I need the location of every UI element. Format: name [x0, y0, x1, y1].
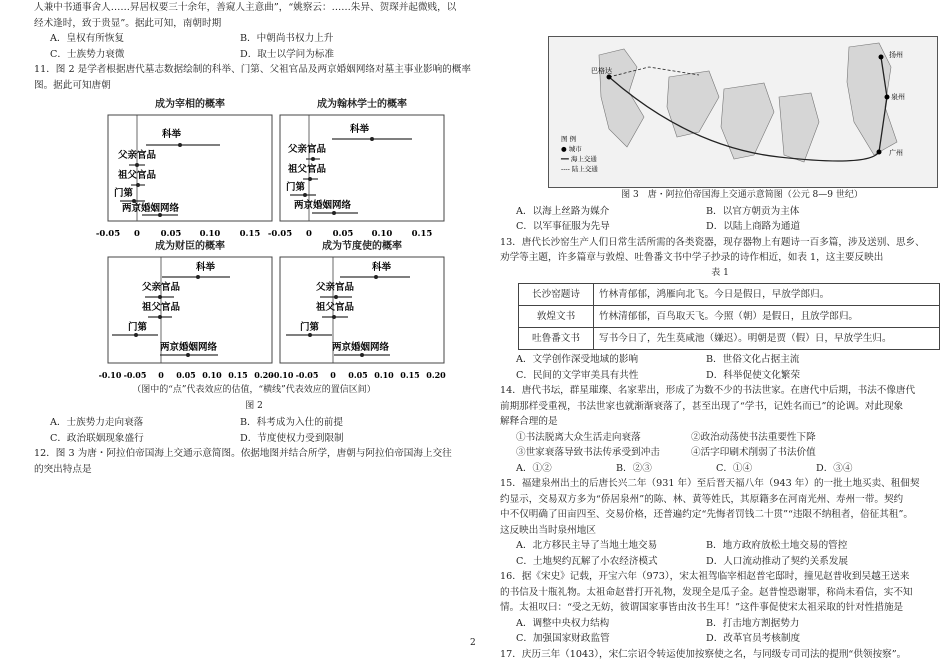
label-keju: 科举	[162, 129, 182, 140]
q16-stem-line-2: 的书信及十瓶礼物。太祖命赵普打开礼物，发现全是瓜子金。赵普惶恐谢罪，称尚未看信，实不知	[500, 586, 913, 598]
x-tick: 0.05	[160, 229, 182, 239]
chart-military-governor	[272, 239, 452, 389]
q12-option-a: A．以海上丝路为媒介	[516, 205, 610, 217]
label-father-rank: 父亲官品	[118, 150, 157, 161]
q14-option-c: C．①④	[716, 462, 753, 474]
x-tick: -0.05	[267, 229, 293, 239]
x-tick: 0.10	[199, 229, 221, 239]
table-cell-poem: 竹林青郁郁，鸿雁向北飞。今日是假日，早放学郎归。	[594, 284, 940, 306]
map-label-baghdad: 巴格达	[591, 67, 612, 75]
label-keju: 科举	[372, 262, 392, 273]
map-label-quanzhou: 泉州	[891, 93, 905, 101]
q11-option-c: C．政治联姻现象盛行	[50, 432, 144, 444]
q10-stem-line-2: 经术逢时，致于贵显”。据此可知，南朝时期	[34, 17, 222, 29]
q14-item-4: ④活字印刷术削弱了书法价值	[691, 447, 816, 458]
q10-options-row-1	[34, 31, 474, 47]
q16-stem-line-3: 情。太祖叹曰：“受之无妨，彼谓国家事皆由汝书生耳！”这件事促使宋太祖采取的针对性措施是	[500, 602, 904, 613]
label-lineage: 门第	[114, 188, 134, 199]
chart-title: 成为财臣的概率	[155, 241, 225, 252]
x-tick: 0.05	[176, 370, 196, 380]
q13-stem-line-2: 劝学等主题，许多篇章与敦煌、吐鲁番文书中学子抄录的诗作相近，如表 1，这主要反映出	[500, 252, 884, 263]
q15-option-b: B．地方政府放松土地交易的管控	[706, 540, 848, 551]
map-legend-title: 图 例	[561, 135, 577, 143]
figure-2-charts	[34, 97, 474, 415]
label-keju: 科举	[196, 262, 216, 273]
x-tick: 0	[330, 370, 336, 380]
q13-options-row-2	[500, 368, 940, 384]
label-keju: 科举	[350, 124, 370, 135]
q15-option-a: A．北方移民主导了当地土地交易	[516, 540, 658, 551]
x-tick: 0	[306, 229, 312, 239]
label-lineage: 门第	[286, 182, 306, 193]
q14-stem-line-3: 解释合理的是	[500, 416, 558, 427]
q14-option-a: A．①②	[516, 462, 552, 474]
q15-stem-line-2: 约显示，交易双方多为“侨居泉州”的陈、林、黄等姓氏，其原籍多在河南光州、寿州一带。契约	[500, 493, 904, 505]
label-father-rank: 父亲官品	[142, 282, 181, 293]
chart-title: 成为宰相的概率	[155, 99, 225, 110]
left-column	[34, 0, 474, 477]
chart-title: 成为翰林学士的概率	[317, 99, 407, 110]
chart-plot	[267, 113, 452, 241]
q13-option-a: A．文学创作深受地域的影响	[516, 354, 639, 365]
q12-stem-line-2: 的突出特点是	[34, 463, 92, 475]
label-father-rank: 父亲官品	[288, 144, 327, 155]
q16-options-row-1	[500, 616, 940, 632]
x-tick: 0.15	[239, 229, 261, 239]
label-grandfather-rank: 祖父官品	[118, 170, 157, 181]
table-cell-poem: 写书今日了，先生莫咸池（嫌迟）。明朝是贾（假）日，早放学生归。	[594, 328, 940, 350]
x-tick: 0	[158, 370, 164, 380]
x-tick: 0.20	[254, 370, 274, 380]
label-father-rank: 父亲官品	[316, 282, 355, 293]
table-row	[519, 284, 940, 306]
label-marriage-network: 两京婚姻网络	[122, 203, 180, 214]
table-cell-poem: 竹林清郁郁，百鸟取天飞。今照（朝）是假日，且放学郎归。	[594, 306, 940, 328]
x-tick: 0.20	[426, 370, 446, 380]
chart-plot	[100, 255, 280, 383]
x-tick: 0.05	[332, 229, 354, 239]
q10-option-a: A．皇权有所恢复	[50, 33, 125, 44]
label-marriage-network: 两京婚姻网络	[160, 342, 218, 353]
q11-option-b: B．科考成为入仕的前提	[240, 417, 343, 428]
q13-option-b: B．世俗文化占据主流	[706, 354, 800, 365]
label-lineage: 门第	[128, 322, 148, 333]
x-tick: 0.15	[228, 370, 248, 380]
x-tick: 0.10	[374, 370, 394, 380]
q11-stem-line-1: 11．图 2 是学者根据唐代墓志数据绘制的科举、门第、父祖官品及两京婚姻网络对墓主事业影响的概率	[34, 64, 471, 75]
q11-options-row-1	[34, 415, 474, 431]
figure-2-caption: 图 2	[245, 401, 263, 411]
table-cell-source: 敦煌文书	[519, 306, 594, 328]
x-tick: -0.10	[270, 370, 294, 380]
q12-option-b: B．以官方朝贡为主体	[706, 205, 800, 217]
figure-3-caption: 图 3 唐・阿拉伯帝国海上交通示意简图（公元 8—9 世纪）	[621, 190, 863, 200]
q14-options-row	[500, 461, 940, 477]
q13-option-d: D．科举促使文化繁荣	[706, 369, 801, 381]
q14-item-2: ②政治动荡使书法重要性下降	[691, 431, 816, 443]
x-tick: -0.05	[295, 370, 319, 380]
q12-stem-line-1: 12．图 3 为唐・阿拉伯帝国海上交通示意简图。依据地图并结合所学，唐朝与阿拉伯帝国海上交往	[34, 448, 452, 459]
table-1-caption: 表 1	[711, 267, 729, 278]
chart-finance-official	[100, 239, 280, 389]
x-tick: 0.10	[202, 370, 222, 380]
map-label-guangzhou: 广州	[889, 149, 903, 157]
q10-stem-line-1: 人兼中书通事舍人……昇居权要三十余年，善窥人主意曲”，“姚察云：……朱异、贺琛并起微贱，以	[34, 2, 457, 13]
label-lineage: 门第	[300, 322, 320, 333]
q10-option-b: B．中朝尚书权力上升	[240, 33, 334, 44]
q14-stem-line-2: 前期那样受重视，书法世家也就渐渐衰落了，甚至出现了“学书，记姓名而已”的论调。对此现象	[500, 400, 904, 412]
q15-option-c: C．土地契约瓦解了小农经济模式	[516, 555, 658, 567]
q16-option-c: C．加强国家财政监管	[516, 633, 610, 644]
q10-option-d: D．取士以学问为标准	[240, 48, 335, 60]
chart-note: （图中的“点”代表效应的估值，“横线”代表效应的置信区间）	[132, 385, 376, 395]
page-number: 2	[470, 638, 476, 648]
map-label-yangzhou: 扬州	[889, 51, 903, 59]
label-grandfather-rank: 祖父官品	[288, 164, 327, 175]
table-cell-source: 吐鲁番文书	[519, 328, 594, 350]
q14-items-row-2	[500, 445, 940, 461]
q13-stem-line-1: 13．唐代长沙窑生产人们日常生活所需的各类瓷器，现存器物上有题诗一百多篇，涉及送别、思乡、	[500, 236, 925, 248]
q13-options-row-1	[500, 352, 940, 368]
chart-hanlin-scholar	[267, 97, 452, 247]
chart-plot	[272, 255, 452, 383]
x-tick: 0.10	[371, 229, 393, 239]
figure-3-map	[548, 36, 938, 188]
label-marriage-network: 两京婚姻网络	[294, 200, 352, 211]
table-cell-source: 长沙窑题诗	[519, 284, 594, 306]
x-tick: 0.05	[348, 370, 368, 380]
q11-options-row-2	[34, 431, 474, 447]
x-tick: 0.15	[411, 229, 433, 239]
chart-plot	[95, 113, 280, 241]
chart-prime-minister	[95, 97, 280, 247]
q12-options-row-2	[500, 219, 940, 235]
q10-options-row-2	[34, 47, 474, 63]
q14-item-1: ①书法脱离大众生活走向衰落	[516, 431, 641, 443]
q11-option-d: D．节度使权力受到限制	[240, 432, 344, 444]
label-marriage-network: 两京婚姻网络	[332, 342, 390, 353]
label-grandfather-rank: 祖父官品	[142, 302, 181, 313]
q15-options-row-2	[500, 554, 940, 570]
map-legend-city: ● 城市	[561, 145, 582, 153]
q17-stem-line-1: 17．庆历三年（1043），宋仁宗诏令转运使加按察使之名，与同级专司司法的提刑“供领按察”。	[500, 648, 907, 660]
q15-stem-line-3: 中不仅明确了田亩四至、交易价格，还普遍约定“先悔者罚钱二十贯”“违限不纳租者，倍征其租”。	[500, 509, 913, 520]
q11-option-a: A．士族势力走向衰落	[50, 417, 144, 428]
q14-option-b: B．②③	[616, 462, 652, 474]
q15-stem-line-4: 这反映出当时泉州地区	[500, 524, 596, 536]
q10-option-c: C．士族势力衰微	[50, 48, 125, 60]
map-legend-sea-route: ━━ 海上交通	[561, 155, 597, 163]
q12-option-c: C．以军事征服为先导	[516, 221, 610, 232]
table-1	[518, 283, 940, 350]
q16-option-b: B．打击地方割据势力	[706, 617, 800, 629]
q16-options-row-2	[500, 631, 940, 647]
q12-options-row-1	[500, 204, 940, 220]
x-tick: -0.05	[95, 229, 121, 239]
x-tick: 0	[134, 229, 140, 239]
q16-option-a: A．调整中央权力结构	[516, 617, 610, 629]
x-tick: -0.05	[123, 370, 147, 380]
table-row	[519, 306, 940, 328]
q14-items-row-1	[500, 430, 940, 446]
x-tick: 0.15	[400, 370, 420, 380]
right-column	[500, 0, 940, 662]
table-row	[519, 328, 940, 350]
map-legend-land-route: ---- 陆上交通	[561, 165, 598, 173]
q16-stem-line-1: 16．据《宋史》记载，开宝六年（973），宋太祖驾临宰相赵普宅邸时，撞见赵普收到吴越王送来	[500, 571, 910, 582]
q14-stem-line-1: 14．唐代书坛，群星璀璨、名家辈出，形成了为数不少的书法世家。在唐代中后期，书法不像唐代	[500, 385, 916, 396]
chart-title: 成为节度使的概率	[322, 241, 402, 252]
label-grandfather-rank: 祖父官品	[316, 302, 355, 313]
x-tick: -0.10	[98, 370, 122, 380]
q16-option-d: D．改革官员考核制度	[706, 633, 801, 644]
q13-option-c: C．民间的文学审美具有共性	[516, 369, 639, 381]
q14-option-d: D．③④	[816, 462, 853, 474]
q11-stem-line-2: 图。据此可知唐朝	[34, 79, 111, 91]
q15-option-d: D．人口流动推动了契约关系发展	[706, 555, 849, 567]
q15-stem-line-1: 15．福建泉州出土的后唐长兴二年（931 年）至后晋天福八年（943 年）的一批土地买卖、租佃契	[500, 478, 920, 489]
q14-item-3: ③世家衰落导致书法传承受到冲击	[516, 447, 660, 458]
q12-option-d: D．以陆上商路为通道	[706, 221, 801, 232]
map-drawing	[549, 37, 937, 187]
q15-options-row-1	[500, 538, 940, 554]
